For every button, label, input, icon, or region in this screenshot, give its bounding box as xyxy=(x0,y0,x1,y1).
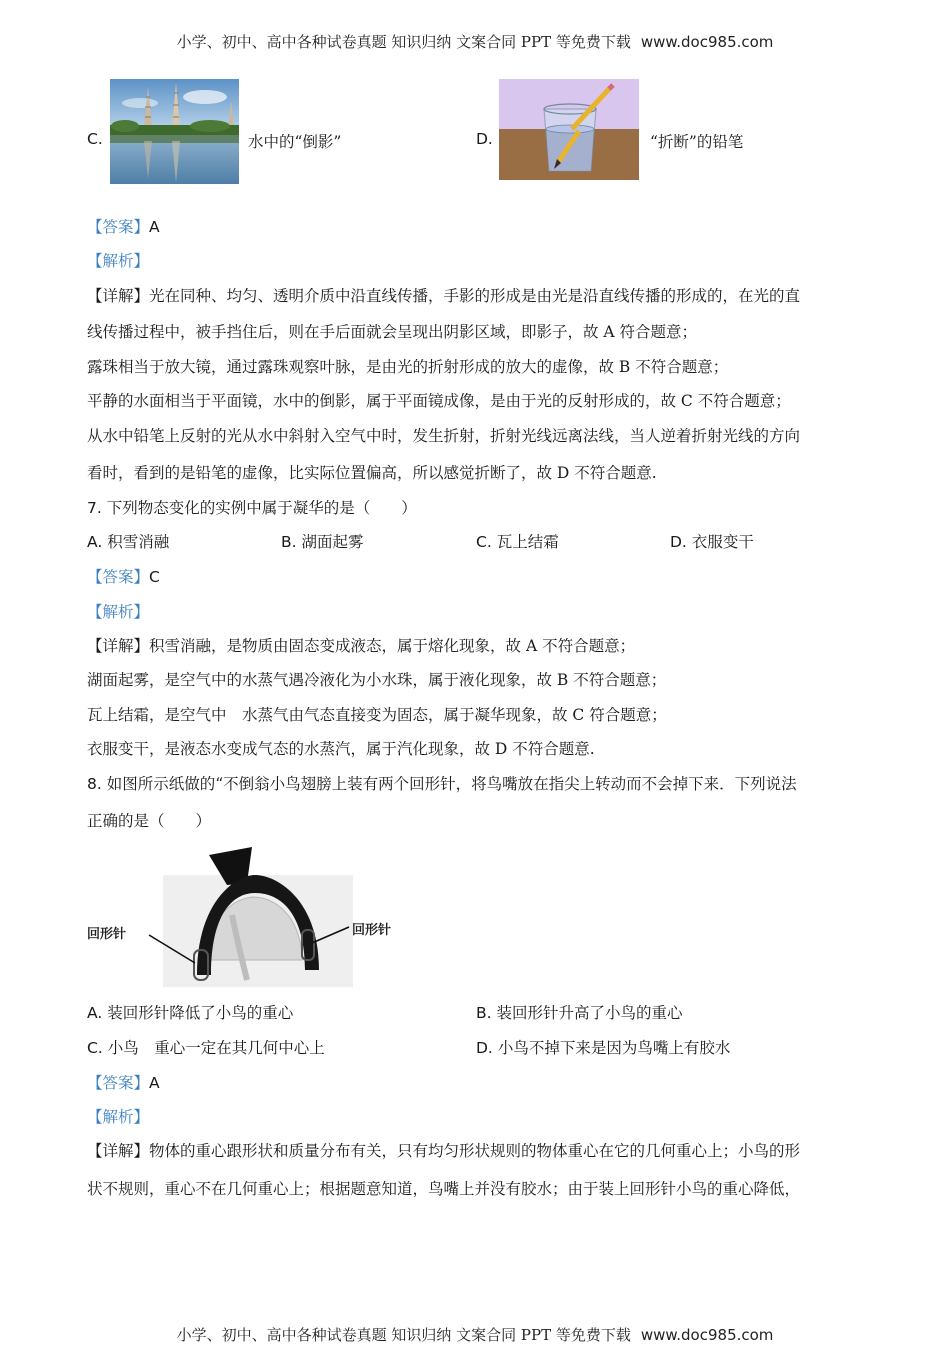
q8-analysis-tag: 【解析】 xyxy=(87,1108,150,1126)
q8-option-d-text: 小鸟不掉下来是因为鸟嘴上有胶水 xyxy=(497,1039,731,1057)
footer-url[interactable]: www.doc985.com xyxy=(640,1326,774,1344)
q7-option-d-letter: D. xyxy=(670,533,687,551)
q6-detail-line-2: 线传播过程中，被手挡住后，则在手后面就会呈现出阴影区域，即影子，故 A 符合题意； xyxy=(87,323,698,341)
q7-detail-text-1: 积雪消融，是物质由固态变成液态，属于熔化现象，故 A 不符合题意； xyxy=(149,637,636,655)
q6-detail-tag: 【详解】 xyxy=(87,287,150,305)
q7-option-c xyxy=(476,530,559,552)
page-footer xyxy=(0,1324,950,1345)
paper-clip-label-left: 回形针 xyxy=(87,927,127,942)
q6-option-d-text: “折断”的铅笔 xyxy=(650,133,744,151)
q6-detail-line-1 xyxy=(87,284,800,306)
q6-detail-line-5: 从水中铅笔上反射的光从水中斜射入空气中时，发生折射，折射光线远离法线，当人逆着折射光线的方向 xyxy=(87,427,801,445)
q7-number: 7. xyxy=(87,499,102,517)
header-url[interactable]: www.doc985.com xyxy=(640,33,774,51)
q6-detail-line-3: 露珠相当于放大镜，通过露珠观察叶脉，是由光的折射形成的放大的虚像，故 B 不符合题意； xyxy=(87,358,729,376)
q6-option-d-letter: D. xyxy=(476,130,493,148)
paper-bird-figure xyxy=(87,845,412,990)
footer-text: 小学、初中、高中各种试卷真题 知识归纳 文案合同 PPT 等免费下载 xyxy=(176,1326,631,1344)
q6-detail-line-6: 看时，看到的是铅笔的虚像，比实际位置偏高，所以感觉折断了，故 D 不符合题意. xyxy=(87,464,657,482)
q8-option-c-text: 小鸟 重心一定在其几何中心上 xyxy=(107,1039,325,1057)
q8-detail-tag: 【详解】 xyxy=(87,1142,150,1160)
q6-answer xyxy=(87,215,160,237)
q8-detail-text-1: 物体的重心跟形状和质量分布有关，只有均匀形状规则的物体重心在它的几何重心上；小鸟的形 xyxy=(149,1142,801,1160)
q8-option-d-letter: D. xyxy=(476,1039,493,1057)
q8-number: 8. xyxy=(87,775,102,793)
q6-analysis-heading xyxy=(87,249,149,271)
q7-option-d-text: 衣服变干 xyxy=(691,533,754,551)
q7-detail-line-2: 湖面起雾，是空气中的水蒸气遇冷液化为小水珠，属于液化现象，故 B 不符合题意； xyxy=(87,671,667,689)
q7-option-b-text: 湖面起雾 xyxy=(301,533,364,551)
q7-analysis-tag: 【解析】 xyxy=(87,603,150,621)
q7-stem-text: 下列物态变化的实例中属于凝华的是（ ） xyxy=(106,499,417,517)
q6-option-c-letter: C. xyxy=(87,130,103,148)
q8-stem-line-2: 正确的是（ ） xyxy=(87,812,212,830)
q7-detail-tag: 【详解】 xyxy=(87,637,150,655)
header-text: 小学、初中、高中各种试卷真题 知识归纳 文案合同 PPT 等免费下载 xyxy=(176,33,631,51)
q7-detail-line-3: 瓦上结霜，是空气中 水蒸气由气态直接变为固态，属于凝华现象，故 C 符合题意； xyxy=(87,706,667,724)
q8-option-b-text: 装回形针升高了小鸟的重心 xyxy=(496,1004,683,1022)
q8-detail-line-1 xyxy=(87,1139,800,1161)
q7-option-b xyxy=(281,530,364,552)
q8-option-d xyxy=(476,1036,730,1058)
q7-detail-line-1 xyxy=(87,634,635,656)
q7-answer-tag: 【答案】 xyxy=(87,568,150,586)
paper-clip-label-right: 回形针 xyxy=(352,923,392,938)
q7-option-a-letter: A. xyxy=(87,533,103,551)
q6-option-c-text: 水中的“倒影” xyxy=(248,133,342,151)
q6-answer-tag: 【答案】 xyxy=(87,218,150,236)
q7-option-a xyxy=(87,530,169,552)
q7-answer xyxy=(87,565,160,587)
q8-answer-value: A xyxy=(149,1074,160,1092)
q7-option-c-letter: C. xyxy=(476,533,492,551)
q8-option-a-text: 装回形针降低了小鸟的重心 xyxy=(107,1004,294,1022)
q7-analysis-heading xyxy=(87,600,149,622)
q6-analysis-tag: 【解析】 xyxy=(87,252,150,270)
q6-detail-line-4: 平静的水面相当于平面镜，水中的倒影，属于平面镜成像，是由于光的反射形成的，故 C 不符合题意； xyxy=(87,392,791,410)
q8-option-c-letter: C. xyxy=(87,1039,103,1057)
q7-option-d xyxy=(670,530,754,552)
q8-answer xyxy=(87,1071,160,1093)
q8-analysis-heading xyxy=(87,1105,149,1127)
page-header xyxy=(0,31,950,52)
q8-option-b xyxy=(476,1001,683,1023)
pagoda-reflection-image xyxy=(110,79,239,184)
q8-stem-line-1 xyxy=(87,772,797,794)
q8-detail-line-2: 状不规则，重心不在几何重心上；根据题意知道，鸟嘴上并没有胶水；由于装上回形针小鸟的重心降低， xyxy=(87,1180,801,1198)
q7-stem xyxy=(87,496,417,518)
q8-option-a-letter: A. xyxy=(87,1004,103,1022)
q7-option-c-text: 瓦上结霜 xyxy=(496,533,559,551)
q7-option-b-letter: B. xyxy=(281,533,297,551)
q8-option-b-letter: B. xyxy=(476,1004,492,1022)
q7-answer-value: C xyxy=(149,568,160,586)
q8-option-c xyxy=(87,1036,325,1058)
pencil-in-glass-image xyxy=(499,79,639,180)
q6-answer-value: A xyxy=(149,218,160,236)
q7-detail-line-4: 衣服变干，是液态水变成气态的水蒸汽，属于汽化现象，故 D 不符合题意. xyxy=(87,740,595,758)
q8-stem-text-1: 如图所示纸做的“不倒翁小鸟翅膀上装有两个回形针，将鸟嘴放在指尖上转动而不会掉下来．下列说法 xyxy=(106,775,797,793)
q8-answer-tag: 【答案】 xyxy=(87,1074,150,1092)
q6-detail-text-1: 光在同种、均匀、透明介质中沿直线传播，手影的形成是由光是沿直线传播的形成的，在光的直 xyxy=(149,287,801,305)
q7-option-a-text: 积雪消融 xyxy=(107,533,170,551)
q8-option-a xyxy=(87,1001,293,1023)
